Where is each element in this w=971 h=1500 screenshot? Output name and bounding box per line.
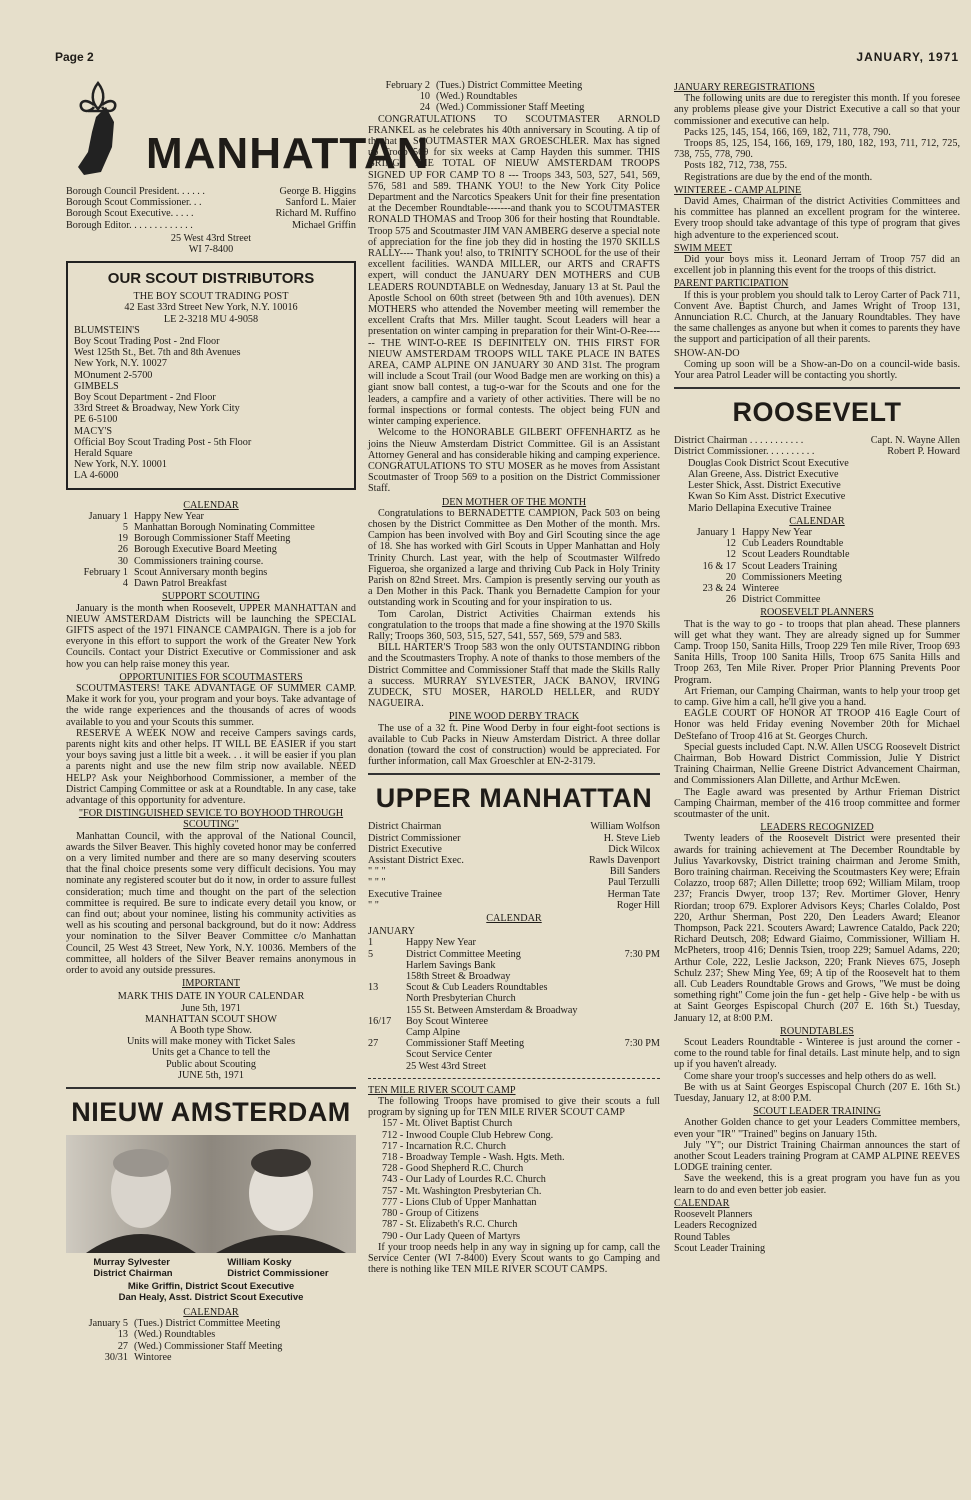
paragraph: July "Y"; our District Training Chairman announces the start of another Scout Leaders training Program at CAMP ALPINE REEVES LODGE training center.: [674, 1139, 960, 1174]
calendar-row: [674, 549, 960, 560]
calendar-date: 4: [122, 578, 128, 590]
calendar-row: [66, 1341, 356, 1352]
calendar-event: [742, 572, 960, 583]
calendar-date: 27: [368, 1038, 379, 1050]
event-name: Scout Leaders Roundtable: [742, 549, 850, 561]
subheading: PINE WOOD DERBY TRACK: [448, 711, 580, 723]
paragraph: BILL HARTER'S Troop 583 won the only OUTSTANDING ribbon and the Scoutmasters Trophy. A note of thanks to those members of the District Committee and Commissioner Staff that made the Skills Rally a success. MURRAY SYLVESTER, JACK BANOV, IRVING ZUDECK, STU MOSER, HAROLD HELLER, and RUDY NAGUEIRA.: [368, 642, 660, 710]
roster-name: Robert P. Howard: [887, 446, 960, 458]
calendar-date: January 5: [88, 1318, 128, 1330]
paragraph: The Eagle award was presented by Arthur Frieman District Camping Chairman, member of the 416 troop committee and former scoutmaster of the unit.: [674, 786, 960, 820]
event-name: District Committee: [742, 594, 821, 606]
event-name: (Wed.) Commissioner Staff Meeting: [436, 102, 585, 114]
roster-row: [66, 220, 356, 231]
text-line: New York, N.Y. 10027: [74, 358, 167, 370]
paragraph: Posts 182, 712, 738, 755.: [684, 160, 788, 172]
calendar-date: 24: [419, 102, 430, 114]
paragraph: The following Troops have promised to give their scouts a full program by signing up for TEN MILE RIVER SCOUT CAMP: [368, 1096, 660, 1119]
paragraph: Manhattan Council, with the approval of the National Council, awards the Silver Beaver. This highly coveted honor may be conferred on a very limited number and there are so many deserving scouters that the final choice presents some very difficult decisions. You may nominate any registered scouter but do it now, in order to assure fullest consideration; much time and thought on the part of the selection committee is required. Be sure to indicate every detail you know, or can find out; about your nominee, listing his community activities as well as his scouting and personal background, but do it now: Address your nomination to the Silver Beaver Committee c/o Manhattan Council, 25 West 43 Street, New York, N.Y. 10036. Members of the committee, all holders of the Silver Beaver remains anonymous in order to avoid any outside pressures.: [66, 830, 356, 976]
event-detail: 155 St. Between Amsterdam & Broadway: [406, 1004, 578, 1016]
roster-role: Borough Scout Commissioner. . .: [66, 197, 202, 209]
roster-row: [66, 208, 356, 219]
page-number: Page 2: [55, 50, 94, 64]
list-item: Leaders Recognized: [674, 1220, 757, 1232]
list-item: 718 - Broadway Temple - Wash. Hgts. Meth.: [382, 1152, 565, 1164]
event-detail: North Presbyterian Church: [406, 993, 516, 1005]
subheading: ROOSEVELT PLANNERS: [760, 607, 874, 619]
calendar-row: [66, 533, 356, 544]
event-name: Dawn Patrol Breakfast: [134, 578, 227, 590]
event-name: (Wed.) Roundtables: [134, 1329, 216, 1341]
event-detail: 158th Street & Broadway: [406, 971, 511, 983]
roster-name: William Wolfson: [590, 821, 660, 833]
subheading: IMPORTANT: [182, 978, 240, 990]
event-name: Manhattan Borough Nominating Committee: [134, 522, 315, 534]
paragraph: Welcome to the HONORABLE GILBERT OFFENHARTZ as he joins the Nieuw Amsterdam District Committee. Gil is an Assistant Attorney General and has considerable hiking and camping experience. CONGRATULATIONS TO STU MOSER as he moves from Assistant Scoutmaster of Troop 569 to a position on the District Commissioner Staff.: [368, 427, 660, 495]
paragraph: Troops 85, 125, 154, 166, 169, 179, 180, 182, 193, 711, 712, 725, 738, 755, 778, 790.: [674, 138, 960, 161]
text-line: 25 West 43rd Street: [170, 232, 252, 244]
list-item: 717 - Incarnation R.C. Church: [382, 1140, 506, 1152]
event-name: Boy Scout Winteree: [406, 1015, 489, 1027]
calendar-event: [742, 594, 960, 605]
roster-role: " ": [368, 899, 379, 911]
text-line: Units get a Chance to tell the: [151, 1047, 271, 1059]
text-line: THE BOY SCOUT TRADING POST: [133, 291, 289, 303]
event-name: (Tues.) District Committee Meeting: [134, 1318, 281, 1330]
subheading: CALENDAR: [789, 515, 845, 527]
centered-text: [66, 991, 356, 1081]
calendar-row: [66, 1352, 356, 1363]
event-name: Commissioners training course.: [134, 555, 264, 567]
subheading: ROUNDTABLES: [780, 1025, 854, 1037]
calendar-row: [66, 578, 356, 589]
caption: [227, 1257, 328, 1279]
roster-role: Borough Council President. . . . . .: [66, 186, 205, 197]
photo-two-men: [66, 1135, 356, 1253]
event-name: Winteree: [742, 582, 779, 594]
text-line: Dan Healy, Asst. District Scout Executive: [118, 1292, 304, 1304]
calendar-event: [406, 982, 660, 1016]
subheading: "FOR DISTINGUISHED SEVICE TO BOYHOOD THROUGH SCOUTING": [78, 808, 344, 831]
event-name: District Committee Meeting: [406, 948, 521, 960]
calendar-event: [742, 583, 960, 594]
list-item: Mario Dellapina Executive Trainee: [688, 502, 832, 514]
calendar-row: [66, 1329, 356, 1340]
calendar-date: 10: [419, 91, 430, 103]
paragraph: David Ames, Chairman of the district Activities Committees and his committee has planned an excellent program for the winteree. Every troop should take advantage of this type of program that gives high adventure to the experienced scout.: [674, 196, 960, 241]
roster-row: [368, 855, 660, 866]
list-item: 757 - Mt. Washington Presbyterian Ch.: [382, 1185, 542, 1197]
calendar-event: [742, 527, 960, 538]
text-line: LE 2-3218 MU 4-9058: [163, 313, 259, 325]
roster-role: Borough Scout Executive. . . . .: [66, 208, 194, 220]
roster-name: Paul Terzulli: [607, 877, 660, 889]
paragraph: SCOUTMASTERS! TAKE ADVANTAGE OF SUMMER CAMP. Make it work for you, your program and your boys. Take advantage of the wide range experiences and the thousands of acres of woods available to you and your Scouts this summer.: [66, 682, 356, 728]
paragraph: If your troop needs help in any way in signing up for camp, call the Service Center (WI 7-8400) Every Scout wants to go Camping and there is nothing like TEN MILE RIVER SCOUT CAMPS.: [368, 1241, 660, 1276]
text-line: New York, N.Y. 10001: [74, 459, 167, 471]
calendar-event: [134, 1329, 356, 1340]
subheading: CALENDAR: [183, 499, 239, 511]
calendar-event: [436, 80, 660, 91]
roster-row: [368, 821, 660, 832]
centered-text: [66, 233, 356, 255]
paragraph: Save the weekend, this is a great program you have fun as you learn to do and even better job easier.: [674, 1173, 960, 1196]
calendar-row: [368, 80, 660, 91]
text-line: MANHATTAN SCOUT SHOW: [144, 1013, 277, 1025]
subheading: PARENT PARTICIPATION: [674, 278, 789, 290]
item-list: [368, 1118, 660, 1241]
roster-name: Roger Hill: [616, 899, 660, 911]
text-line: June 5th, 1971: [181, 1002, 241, 1014]
photo-captions: [66, 1257, 356, 1279]
calendar-date: 20: [725, 571, 736, 583]
paragraph: Coming up soon will be a Show-an-Do on a council-wide basis. Your area Patrol Leader will be contacting you shortly.: [674, 358, 960, 382]
calendar: [66, 511, 356, 589]
paragraph: Be with us at Saint Georges Espiscopal Church (207 E. 16th St.) Tuesday, January 12, at 8:00 P.M.: [674, 1081, 960, 1105]
roster-name: Dick Wilcox: [608, 843, 660, 855]
paragraph: Special guests included Capt. N.W. Allen USCG Roosevelt District Chairman, Bob Howard District Commission, Julie Y District Training Chairman, Nellie Greene District Advancement Chairman, and Commissioners Alan Dillette, and Arthur McEwen.: [674, 741, 960, 787]
calendar-event: [134, 1318, 356, 1329]
calendar-date: 5: [122, 522, 128, 534]
calendar-event: [134, 1341, 356, 1352]
list-item: 777 - Lions Club of Upper Manhattan: [382, 1196, 537, 1208]
paragraph: The use of a 32 ft. Pine Wood Derby in four eight-foot sections is available to Cub Packs in Nieuw Amsterdam District. A three dollar donation (toward the cost of construction) would be appreciated. For further information, call Max Groeschler at EN-2-3179.: [368, 722, 660, 768]
calendar-row: [368, 949, 660, 983]
calendar-row: [674, 527, 960, 538]
roster-name: Capt. N. Wayne Allen: [870, 435, 960, 447]
subheading: CALENDAR: [674, 1197, 730, 1209]
event-name: Borough Commissioner Staff Meeting: [134, 533, 291, 545]
calendar-date: 12: [725, 549, 736, 561]
centered-text: [66, 1281, 356, 1303]
text-line: GIMBELS: [74, 380, 119, 392]
calendar-date: 13: [117, 1329, 128, 1341]
staff-roster: [66, 186, 356, 231]
list-item: 728 - Good Shepherd R.C. Church: [382, 1163, 524, 1175]
calendar: [368, 937, 660, 1071]
event-name: Scout Leaders Training: [742, 560, 838, 572]
roster-role: District Executive: [368, 843, 442, 855]
calendar-event: [134, 544, 356, 555]
subheading: CALENDAR: [183, 1307, 239, 1319]
calendar-date: 30: [117, 555, 128, 567]
calendar-event: [134, 556, 356, 567]
roster-row: [66, 197, 356, 208]
calendar-event: [134, 511, 356, 522]
event-name: Scout & Cub Leaders Roundtables: [406, 982, 548, 994]
text-line: LA 4-6000: [74, 470, 119, 482]
section-title: UPPER MANHATTAN: [375, 783, 653, 814]
caption-name: William Kosky: [227, 1257, 292, 1269]
calendar-date: February 1: [83, 566, 128, 578]
calendar-event: [134, 522, 356, 533]
paragraph: Twenty leaders of the Roosevelt District were presented their awards for training achievement at The December Roundtable by Julius Yavarkovsky, District training chairman and Jerome Smith, Boro training chairman. Receiving the Scoutmasters Key were; Efrain Colazzo, troop 687; Allen Dillette; troop 692; William Milam, troop 237; Francis Dwyer, troop 137; Rev. Mortimer Glover, Henry Riordan; troop 679. Explorer Advisors Keys; Charles Colaldo, Post 220, Arthur Sherman, Post 220, Den Leaders Award; Eleanor Thompson, Pack 221. Scouters Award; Lawrence Cataldo, Pack 220; Richard Deutsch, 208; Edward Giaimo, Commissioner, William H. McPheters, troop 416; Dennis Tsien, troop 229; Samuel Adams, 220; Arthur Cole, 222, Leslie Jackson, 220; Frank Nieves 675, Joseph Schulz 237; Shew Ming Yee, 69; A tip of the Roosevelt hat to them all. Cub Leaders Roundtable Grows and Grows, "We must be doing something right" Come join the fun - get help - Give help - be with us at Saint Georges Espiscopal Church (207 E. 16th St.) Tuesday, January 12, at 8:00 P.M.: [674, 833, 961, 1024]
text-line: Units will make money with Ticket Sales: [126, 1036, 296, 1048]
subheading: CALENDAR: [486, 913, 542, 925]
item-list: [674, 1209, 960, 1254]
paragraph: If this is your problem you should talk to Leroy Carter of Pack 711, Convent Ave. Baptist Church, and James Wright of Troop 131, Annunciation R.C. Church, at the January Roundtables. They have the same challenges as anyone but when it comes to parents they have the support and participation of all their parents.: [674, 289, 960, 346]
paragraph: RESERVE A WEEK NOW and receive Campers savings cards, parents night kits and other helps. IT WILL BE EASIER if you start your boys saving just a little bit a week. . . it will be easier if you plan a parents night and use the new film strip now available. NEED HELP? Ask your Neighborhood Commissioner, a member of the District Camping Committee or ask at a Roundtable. In any case, take advantage of this opportunity for adventure.: [66, 727, 356, 806]
staff-roster: [368, 821, 660, 911]
calendar-row: [368, 982, 660, 1016]
paragraph: That is the way to go - to troops that plan ahead. These planners will get what they want. They are already signed up for Summer Camp. Troop 150, Sanita Hills, Troop 229 Ten mile River, Troop 693 Sanita Hills, Troop 100 Sanita Hills, Troop 675 Sanita Hills and Troop 263, Ten Mile River. Proper Prior Planning Prevents Poor Program.: [674, 618, 960, 686]
roster-row: [368, 833, 660, 844]
roster-row: [674, 435, 960, 446]
text-line: WI 7-8400: [188, 244, 234, 256]
calendar-date: 26: [725, 594, 736, 606]
subheading: JANUARY REREGISTRATIONS: [674, 82, 815, 93]
paragraph: Registrations are due by the end of the month.: [684, 171, 873, 183]
divider: [674, 387, 960, 389]
calendar-event: [742, 561, 960, 572]
roster-row: [674, 446, 960, 457]
calendar-event: [406, 1016, 660, 1038]
text-line: A Booth type Show.: [170, 1025, 252, 1037]
item-list: [674, 458, 960, 514]
list-item: Lester Shick, Asst. District Executive: [688, 480, 841, 492]
roster-role: " " ": [368, 877, 386, 889]
calendar-event: [436, 102, 660, 113]
roster-role: District Commissioner. . . . . . . . . .: [674, 446, 815, 458]
list-item: Round Tables: [674, 1231, 730, 1243]
text-line: Public about Scouting: [166, 1058, 256, 1070]
calendar: [674, 527, 960, 605]
text-line: Boy Scout Department - 2nd Floor: [74, 392, 216, 404]
paragraph: Did your boys miss it. Leonard Jerram of Troop 757 did an excellent job in planning this event for the troops of this district.: [674, 254, 960, 277]
text-line: MOnument 2-5700: [74, 369, 153, 381]
scout-fleur-de-lis-logo-icon: [66, 77, 156, 180]
calendar-date: 26: [117, 544, 128, 556]
roster-role: " " ": [368, 866, 386, 878]
roster-role: Assistant District Exec.: [368, 855, 464, 866]
paragraph: Tom Carolan, District Activities Chairman extends his congratulation to the troops that made a fine showing at the 1970 Skills Rally; Troops 360, 503, 515, 527, 541, 557, 569, 579 and 583.: [368, 608, 660, 642]
calendar-row: [368, 1038, 660, 1072]
column-2: [368, 80, 660, 1275]
event-name: Cub Leaders Roundtable: [742, 538, 844, 550]
text-line: 42 East 33rd Street New York, N.Y. 10016: [124, 302, 298, 314]
roster-role: District Chairman: [368, 821, 442, 833]
subheading: SUPPORT SCOUTING: [162, 591, 260, 603]
distributors-box: [66, 261, 356, 489]
paragraph: CONGRATULATIONS TO SCOUTMASTER ARNOLD FRANKEL as he celebrates his 40th anniversary in Scouting. A tip of the hat to SCOUTMASTER MAX GROESCHLER. Max has signed up Troop 569 for six weeks at Camp Hayden this summer. THIS BRINGS THE TOTAL OF NIEUW AMSTERDAM TROOPS SIGNED UP FOR CAMP TO 8 --- Troops 343, 503, 527, 541, 569, 576, 581 and 589. THANK YOU! to the New York City Police Department and the Narcotics Speakers Unit for their fine presentation at the December Roundtable-------and thank you to SCOUTMASTER RONALD THOMAS and Troop 306 for their hosting that Roundtable. Troop 575 and Scoutmaster JIM VAN AMBERG deserve a special note of appreciation for the fine job they did in hosting the 1970 SKILLS RALLY---- Thank you! also, to TRINITY SCHOOL for the use of their excellent facilities. WANDA MILLER, our ARTS and CRAFTS expert, will conduct the JANUARY DEN MOTHERS and CUB LEADERS ROUNDTABLE on Wednesday, January 13 at St. Paul the Apostle School on 60th street (between 9th and 10th avenues). DEN MOTHERS who attended the November meeting will remember the excellent Crafts that Mrs. Miller taught. Scout Leaders will hear a presentation on winter camping in preparation for their Wint-O-Ree------ THE WINT-O-REE IS DEFINITELY ON. THIS FIRST FOR NIEUW AMSTERDAM TROOPS WILL TAKE PLACE IN BATES AREA, CAMP ALPINE ON JANUARY 30 AND 31st. The program will include a Scout Trail (our Wood Badge men are working on this) a giant snow ball contest, a tug-o-war for the Scouts and one for the leaders, a campfire and a variety of other activities. There will be no formal inspections or formal contests. The object being FUN and winter camping experience.: [368, 113, 660, 428]
paragraph: EAGLE COURT OF HONOR AT TROOP 416 Eagle Court of Honor was held Friday evening November 20th for Michael DeStefano of Troop 416 at St. Georges Church.: [674, 708, 960, 742]
list-item: 790 - Our Lady Queen of Martyrs: [382, 1230, 521, 1242]
calendar-row: [674, 561, 960, 572]
paragraph: Scout Leaders Roundtable - Winteree is just around the corner - come to the round table for final details. Last minute help, and to sign up if you haven't already.: [674, 1037, 960, 1071]
subheading: DEN MOTHER OF THE MONTH: [441, 496, 587, 508]
subheading: JANUARY: [368, 926, 415, 938]
calendar-event: [742, 538, 960, 549]
calendar-event: [406, 937, 660, 948]
list-item: 780 - Group of Citizens: [382, 1208, 479, 1220]
calendar-date: 27: [117, 1340, 128, 1352]
calendar: [368, 80, 660, 114]
roster-row: [66, 186, 356, 197]
roster-row: [368, 889, 660, 900]
calendar-date: January 1: [88, 510, 128, 522]
subheading: OPPORTUNITIES FOR SCOUTMASTERS: [119, 671, 303, 683]
caption: [93, 1257, 172, 1279]
calendar-row: [66, 511, 356, 522]
divider: [368, 773, 660, 775]
event-name: (Wed.) Commissioner Staff Meeting: [134, 1340, 283, 1352]
event-time: 7:30 PM: [624, 948, 660, 960]
calendar-event: [436, 91, 660, 102]
calendar-row: [66, 544, 356, 555]
text-line: West 125th St., Bet. 7th and 8th Avenues: [74, 347, 241, 359]
caption-name: Murray Sylvester: [93, 1257, 170, 1269]
event-name: Commissioner Staff Meeting: [406, 1038, 525, 1050]
subheading: SWIM MEET: [674, 242, 733, 254]
caption-title: District Commissioner: [227, 1268, 329, 1280]
text-line: MACY'S: [74, 425, 113, 437]
text-line: 33rd Street & Broadway, New York City: [74, 403, 240, 415]
subheading: SCOUT LEADER TRAINING: [753, 1106, 881, 1118]
roster-row: [368, 866, 660, 877]
subheading: WINTEREE - CAMP ALPINE: [674, 184, 802, 196]
calendar-row: [674, 538, 960, 549]
box-title: OUR SCOUT DISTRIBUTORS: [107, 270, 315, 288]
event-detail: 25 West 43rd Street: [406, 1060, 487, 1072]
roster-name: Rawls Davenport: [588, 855, 660, 866]
event-detail: Scout Service Center: [406, 1049, 493, 1061]
event-detail: Camp Alpine: [406, 1027, 461, 1039]
text-line: Mike Griffin, District Scout Executive: [127, 1281, 295, 1293]
list-item: Scout Leader Training: [674, 1242, 766, 1254]
column-3: [674, 80, 960, 1254]
list-item: Douglas Cook District Scout Executive: [688, 457, 849, 469]
calendar-date: 1: [368, 937, 374, 949]
paragraph: The following units are due to reregister this month. If you foresee any problems please give your District Executive a call so that your commissioner and executive can help.: [674, 93, 960, 127]
calendar-date: January 1: [696, 526, 736, 538]
list-item: 157 - Mt. Olivet Baptist Church: [382, 1118, 513, 1130]
event-name: Happy New Year: [134, 510, 204, 522]
event-name: Commissioners Meeting: [742, 571, 842, 583]
calendar-row: [674, 572, 960, 583]
section-title: ROOSEVELT: [732, 397, 902, 428]
roster-name: Michael Griffin: [291, 219, 356, 231]
calendar-date: 23 & 24: [702, 582, 736, 594]
paragraph: Another Golden chance to get your Leaders Committee members, even your "IR" "Trained" begins on January 15th.: [674, 1117, 960, 1140]
list-item: 787 - St. Elizabeth's R.C. Church: [382, 1219, 518, 1231]
subheading: TEN MILE RIVER SCOUT CAMP: [368, 1084, 516, 1096]
calendar-row: [674, 583, 960, 594]
event-name: Happy New Year: [406, 937, 476, 949]
paragraph: January is the month when Roosevelt, UPPER MANHATTAN and NIEUW AMSTERDAM Districts will be launching the SPECIAL GIFTS aspect of the 1971 FINANCE CAMPAIGN. There is a job for everyone in this effort to support the work of the Greater New York Councils. Contact your District Executive or Commissioner and ask how you can help raise money this year.: [66, 602, 356, 670]
calendar: [66, 1318, 356, 1363]
calendar-date: 12: [725, 538, 736, 550]
calendar-event: [134, 533, 356, 544]
calendar-row: [674, 594, 960, 605]
list-item: 712 - Inwood Couple Club Hebrew Cong.: [382, 1129, 554, 1141]
calendar-event: [406, 949, 600, 983]
text-line: Herald Square: [74, 448, 133, 460]
calendar-row: [368, 102, 660, 113]
roster-role: District Chairman . . . . . . . . . . .: [674, 435, 804, 447]
caption-title: District Chairman: [93, 1268, 173, 1280]
text-line: Boy Scout Trading Post - 2nd Floor: [74, 336, 220, 348]
subheading: SHOW-AN-DO: [674, 347, 740, 359]
calendar-date: 5: [368, 948, 374, 960]
event-name: Happy New Year: [742, 526, 812, 538]
calendar-row: [66, 522, 356, 533]
text-line: Official Boy Scout Trading Post - 5th Floor: [74, 436, 252, 448]
calendar-event: [134, 1352, 356, 1363]
calendar-event: [134, 567, 356, 578]
event-time: 7:30 PM: [624, 1038, 660, 1050]
paragraph: Come share your troop's successes and help others do as well.: [684, 1070, 937, 1082]
roster-name: Bill Sanders: [609, 866, 660, 878]
roster-name: H. Steve Lieb: [603, 832, 660, 844]
text-line: PE 6-5100: [74, 414, 118, 426]
calendar-row: [368, 1016, 660, 1038]
roster-row: [368, 900, 660, 911]
calendar-event: [742, 549, 960, 560]
paragraph: Congratulations to BERNADETTE CAMPION, Pack 503 on being chosen by the District Committee as Den Mother of the month. Mrs. Campion has been involved with Boy and Girl Scouting since the age of 18. She has worked with Girl Scouts in Upper Manhattan and Holy Trinity Church. Last year, with the help of Scoutmaster Wilfredo Figueroa, she organized a large and thriving Cub Pack in Holy Trinity Parish on 82nd Street. Mrs. Campion is presently serving our youth as a Den Mother in this Pack. Thank you Bernadette Campion for your outstanding work in Scouting and for your inspiration to us.: [368, 507, 660, 609]
calendar-date: 30/31: [104, 1351, 128, 1363]
roster-name: Sanford L. Maier: [285, 197, 356, 209]
roster-role: Borough Editor. . . . . . . . . . . . .: [66, 219, 193, 231]
calendar-row: [66, 556, 356, 567]
roster-role: District Commissioner: [368, 832, 461, 844]
calendar-event: [134, 578, 356, 589]
roster-row: [368, 844, 660, 855]
event-name: Scout Anniversary month begins: [134, 566, 268, 578]
calendar-row: [66, 567, 356, 578]
calendar-date: 19: [117, 533, 128, 545]
list-item: Alan Greene, Ass. District Executive: [688, 468, 839, 480]
subheading: LEADERS RECOGNIZED: [760, 822, 874, 834]
issue-date: JANUARY, 1971: [856, 50, 959, 64]
event-name: (Tues.) District Committee Meeting: [436, 80, 583, 91]
list-item: Roosevelt Planners: [674, 1209, 753, 1221]
roster-name: Richard M. Ruffino: [275, 208, 356, 220]
text-line: MARK THIS DATE IN YOUR CALENDAR: [117, 991, 305, 1003]
staff-roster: [674, 435, 960, 457]
section-title: NIEUW AMSTERDAM: [71, 1097, 351, 1128]
text-line: BLUMSTEIN'S: [74, 324, 140, 336]
calendar-date: 13: [368, 982, 379, 994]
section-title: MANHATTAN: [146, 129, 430, 178]
calendar-row: [368, 91, 660, 102]
paragraph: Art Frieman, our Camping Chairman, wants to help your troop get to camp. Give him a call, he'll give you a hand.: [674, 685, 960, 708]
roster-name: George B. Higgins: [279, 186, 356, 197]
roster-name: Herman Tate: [607, 888, 660, 900]
calendar-date: February 2: [385, 80, 430, 91]
event-name: Borough Executive Board Meeting: [134, 544, 277, 556]
roster-role: Executive Trainee: [368, 888, 442, 900]
calendar-row: [66, 1318, 356, 1329]
paragraph: Packs 125, 145, 154, 166, 169, 182, 711, 778, 790.: [684, 126, 891, 138]
list-item: 743 - Our Lady of Lourdes R.C. Church: [382, 1174, 546, 1186]
calendar-date: 16/17: [368, 1015, 392, 1027]
list-item: Kwan So Kim Asst. District Executive: [688, 491, 846, 503]
event-name: (Wed.) Roundtables: [436, 91, 518, 103]
calendar-date: 16 & 17: [702, 560, 736, 572]
roster-row: [368, 877, 660, 888]
event-name: Wintoree: [134, 1351, 172, 1363]
calendar-row: [368, 937, 660, 948]
calendar-event: [406, 1038, 600, 1072]
divider: [66, 1087, 356, 1089]
divider: [368, 1078, 660, 1079]
event-detail: Harlem Savings Bank: [406, 959, 496, 971]
text-line: JUNE 5th, 1971: [178, 1069, 244, 1081]
